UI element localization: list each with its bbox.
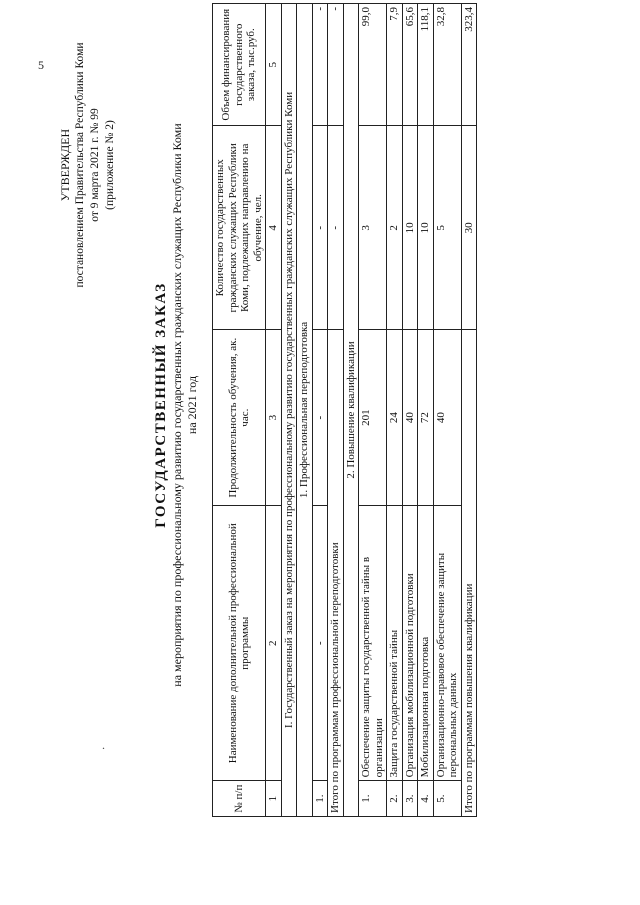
approval-line-3: (приложение № 2) xyxy=(104,120,116,210)
row-program: - xyxy=(312,506,328,781)
order-table xyxy=(212,3,477,817)
row-number: 4. xyxy=(418,781,434,817)
total-qualification-sum: 323,4 xyxy=(461,4,477,126)
row-quantity: 2 xyxy=(387,126,403,330)
row-number: 1. xyxy=(359,781,387,817)
subsection-row xyxy=(297,4,313,817)
row-hours: 40 xyxy=(402,330,418,506)
approval-block xyxy=(58,25,118,305)
total-qualification-qty: 30 xyxy=(461,126,477,330)
table-row xyxy=(402,4,418,817)
row-program: Организация мобилизационной подготовки xyxy=(402,506,418,781)
row-program: Защита государственной тайны xyxy=(387,506,403,781)
document-title xyxy=(152,0,200,825)
header-program: Наименование дополнительной профессиональной программы xyxy=(213,506,266,781)
total-retraining-sum: - xyxy=(328,4,344,126)
title-subtitle: на мероприятия по профессиональному развитию государственных гражданских служащих Республики Коми xyxy=(170,123,184,687)
row-hours: 40 xyxy=(433,330,461,506)
row-sum: 65,6 xyxy=(402,4,418,126)
table-row xyxy=(312,4,328,817)
approval-line-1: постановлением Правительства Республики Коми xyxy=(74,42,86,288)
approval-line-2: от 9 марта 2021 г. № 99 xyxy=(89,108,101,222)
row-quantity: 5 xyxy=(433,126,461,330)
row-sum: 7,9 xyxy=(387,4,403,126)
total-qualification-label: Итого по программам повышения квалификации xyxy=(461,330,477,817)
total-row xyxy=(461,4,477,817)
table-row xyxy=(387,4,403,817)
row-sum: - xyxy=(312,4,328,126)
col-num-3: 3 xyxy=(266,330,282,506)
row-program: Организационно-правовое обеспечение защиты персональных данных xyxy=(433,506,461,781)
row-sum: 99,0 xyxy=(359,4,387,126)
total-retraining-qty: - xyxy=(328,126,344,330)
header-duration: Продолжительность обучения, ак. час. xyxy=(213,330,266,506)
row-hours: - xyxy=(312,330,328,506)
row-number: 2. xyxy=(387,781,403,817)
title-year: на 2021 год xyxy=(185,375,199,435)
table-row xyxy=(433,4,461,817)
row-number: 5. xyxy=(433,781,461,817)
total-row xyxy=(328,4,344,817)
header-funding: Объем финансирования государственного заказа, тыс.руб. xyxy=(213,4,266,126)
row-quantity: 3 xyxy=(359,126,387,330)
total-retraining-label: Итого по программам профессиональной переподготовки xyxy=(328,330,344,817)
row-hours: 24 xyxy=(387,330,403,506)
row-quantity: 10 xyxy=(402,126,418,330)
column-number-row xyxy=(266,4,282,817)
row-program: Обеспечение защиты государственной тайны в организации xyxy=(359,506,387,781)
header-number: № п/п xyxy=(213,781,266,817)
row-number: 3. xyxy=(402,781,418,817)
section-heading: I. Государственный заказ на мероприятия по профессиональному развитию государственных гражданских служащих Республики Коми xyxy=(281,4,297,817)
subsection-retraining: 1. Профессиональная переподготовка xyxy=(297,4,313,817)
row-program: Мобилизационная подготовка xyxy=(418,506,434,781)
table-row xyxy=(359,4,387,817)
page-number: 5 xyxy=(38,58,44,72)
subsection-row xyxy=(343,4,359,817)
col-num-2: 2 xyxy=(266,506,282,781)
row-quantity: 10 xyxy=(418,126,434,330)
col-num-1: 1 xyxy=(266,781,282,817)
row-number: 1. xyxy=(312,781,328,817)
row-sum: 118,1 xyxy=(418,4,434,126)
section-row xyxy=(281,4,297,817)
row-hours: 72 xyxy=(418,330,434,506)
col-num-5: 5 xyxy=(266,4,282,126)
table-header-row xyxy=(213,4,266,817)
header-quantity: Количество государственных гражданских служащих Республики Коми, подлежащих направлению на обучение, чел. xyxy=(213,126,266,330)
table-row xyxy=(418,4,434,817)
subsection-qualification: 2. Повышение квалификации xyxy=(343,4,359,817)
title-main: ГОСУДАРСТВЕННЫЙ ЗАКАЗ xyxy=(153,282,169,528)
row-sum: 32,8 xyxy=(433,4,461,126)
row-quantity: - xyxy=(312,126,328,330)
approval-heading: УТВЕРЖДЕН xyxy=(58,128,72,202)
col-num-4: 4 xyxy=(266,126,282,330)
stray-mark: . xyxy=(102,738,105,752)
row-hours: 201 xyxy=(359,330,387,506)
